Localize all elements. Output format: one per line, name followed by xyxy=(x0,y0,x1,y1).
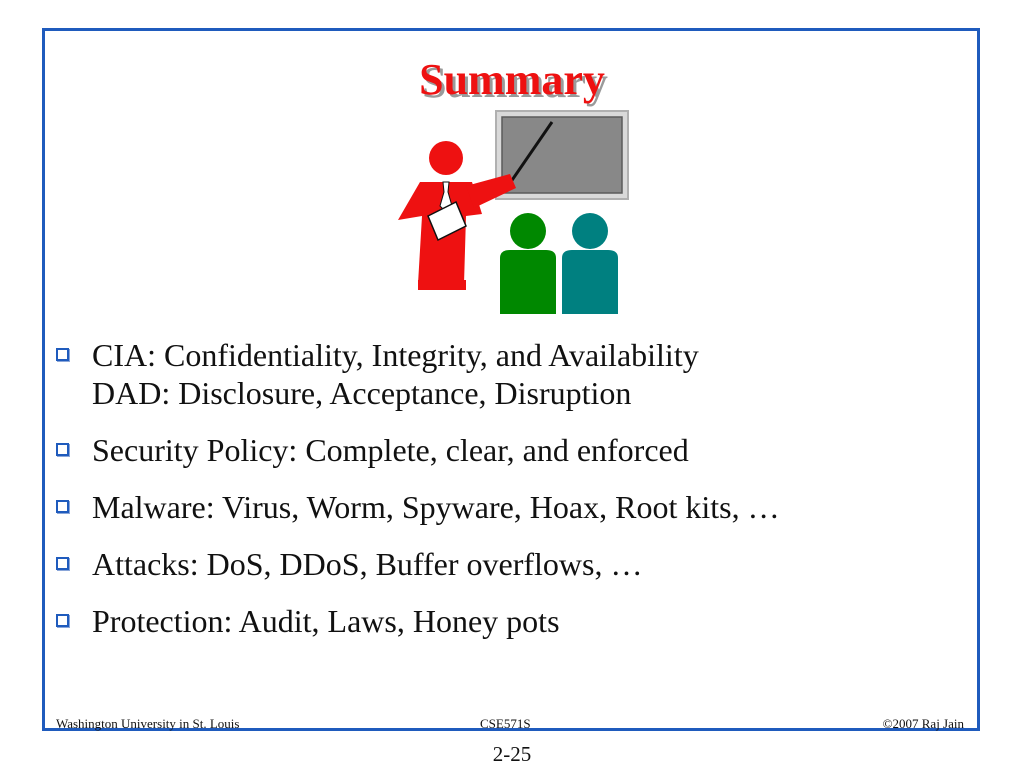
footer-institution: Washington University in St. Louis xyxy=(56,716,240,731)
square-bullet-icon xyxy=(56,443,69,456)
audience-member-right-icon xyxy=(562,213,618,314)
bullet-text: DAD: Disclosure, Acceptance, Disruption xyxy=(92,375,632,411)
square-bullet-icon xyxy=(56,614,69,627)
audience-member-left-icon xyxy=(500,213,556,314)
square-bullet-icon xyxy=(56,348,69,361)
square-bullet-icon xyxy=(56,500,69,513)
bullet-text: Attacks: DoS, DDoS, Buffer overflows, … xyxy=(92,546,643,582)
bullet-list xyxy=(56,336,956,659)
slide-title: Summary xyxy=(419,55,605,104)
footer-course: CSE571S xyxy=(480,716,531,731)
bullet-item xyxy=(56,488,956,526)
square-bullet-icon xyxy=(56,557,69,570)
bullet-item xyxy=(56,545,956,583)
bullet-text: Protection: Audit, Laws, Honey pots xyxy=(92,603,560,639)
page-number: 2-25 xyxy=(492,742,532,766)
bullet-text: Malware: Virus, Worm, Spyware, Hoax, Root kits, … xyxy=(92,489,780,525)
footer-copyright: ©2007 Raj Jain xyxy=(882,716,964,731)
bullet-text: CIA: Confidentiality, Integrity, and Availability xyxy=(92,337,699,373)
bullet-text: Security Policy: Complete, clear, and enforced xyxy=(92,432,689,468)
bullet-item xyxy=(56,431,956,469)
presenter-with-audience-icon xyxy=(392,108,632,318)
bullet-item xyxy=(56,336,956,412)
bullet-item xyxy=(56,602,956,640)
presentation-board-icon xyxy=(496,111,628,199)
